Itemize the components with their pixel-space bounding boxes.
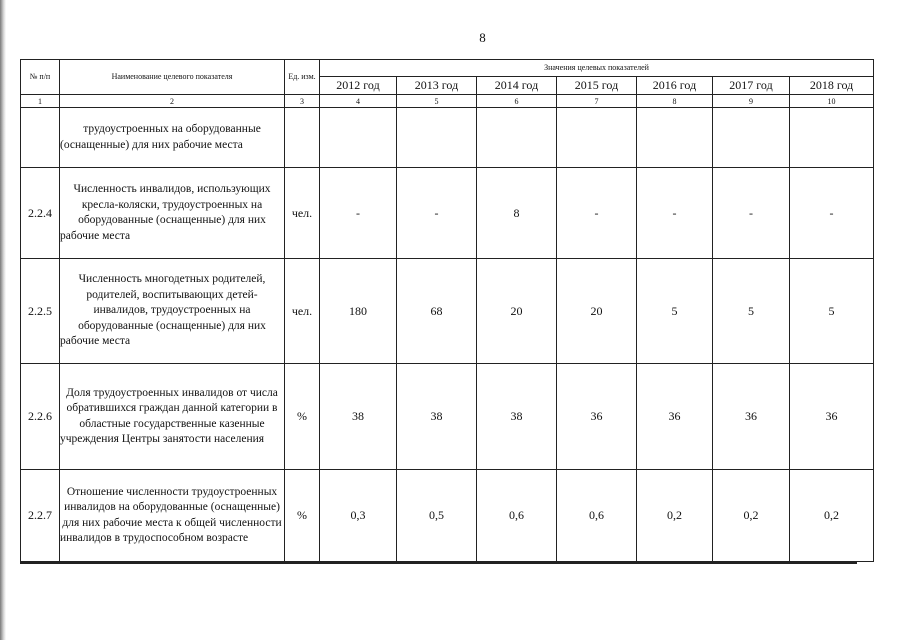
indicator-name: Отношение численности трудоустроенных инвалидов на оборудованные (оснащенные) для них рабочие места к общей численности инвалидов в трудоспособном возрасте [60,470,285,562]
value-cell: 0,5 [397,470,477,562]
table-bottom-border [20,562,857,564]
value-cell: 0,2 [790,470,874,562]
header-num: № п/п [21,60,60,95]
value-cell: 38 [397,364,477,470]
column-index: 6 [477,95,557,108]
value-cell: 0,6 [557,470,637,562]
page-number: 8 [479,30,486,45]
value-cell: 36 [790,364,874,470]
column-index: 10 [790,95,874,108]
value-cell: 180 [320,259,397,364]
value-cell: 36 [557,364,637,470]
unit-cell: % [285,364,320,470]
indicator-name: Численность многодетных родителей, родителей, воспитывающих детей-инвалидов, трудоустроенных на оборудованные (оснащенные) для них рабочие места [60,259,285,364]
value-cell: 36 [713,364,790,470]
unit-cell [285,108,320,168]
row-number: 2.2.4 [21,168,60,259]
value-cell: 20 [477,259,557,364]
unit-cell: чел. [285,168,320,259]
value-cell: - [790,168,874,259]
table-row [21,364,874,470]
header-row [21,60,874,77]
table-row [21,470,874,562]
column-index-row [21,95,874,108]
value-cell: 5 [790,259,874,364]
target-indicators-table [20,59,874,562]
value-cell: 5 [637,259,713,364]
column-index: 9 [713,95,790,108]
value-cell: - [320,168,397,259]
value-cell [477,108,557,168]
column-index: 3 [285,95,320,108]
unit-cell: % [285,470,320,562]
header-unit: Ед. изм. [285,60,320,95]
header-year: 2016 год [637,77,713,95]
value-cell: 0,6 [477,470,557,562]
value-cell: 68 [397,259,477,364]
column-index: 2 [60,95,285,108]
table-row [21,168,874,259]
column-index: 5 [397,95,477,108]
value-cell: - [637,168,713,259]
header-values-group: Значения целевых показателей [320,60,874,77]
value-cell [557,108,637,168]
value-cell: 5 [713,259,790,364]
indicator-name: трудоустроенных на оборудованные (оснащенные) для них рабочие места [60,108,285,168]
value-cell: 8 [477,168,557,259]
header-year: 2018 год [790,77,874,95]
row-number: 2.2.7 [21,470,60,562]
value-cell [637,108,713,168]
value-cell: - [397,168,477,259]
value-cell [320,108,397,168]
header-year: 2014 год [477,77,557,95]
column-index: 7 [557,95,637,108]
value-cell: - [557,168,637,259]
value-cell: 0,2 [637,470,713,562]
column-index: 8 [637,95,713,108]
row-number: 2.2.6 [21,364,60,470]
value-cell: - [713,168,790,259]
value-cell: 0,2 [713,470,790,562]
header-year: 2012 год [320,77,397,95]
value-cell: 38 [477,364,557,470]
row-number: 2.2.5 [21,259,60,364]
value-cell: 36 [637,364,713,470]
table-row [21,259,874,364]
header-year: 2015 год [557,77,637,95]
value-cell [713,108,790,168]
row-number [21,108,60,168]
value-cell: 0,3 [320,470,397,562]
table-row [21,108,874,168]
indicator-name: Доля трудоустроенных инвалидов от числа обратившихся граждан данной категории в областные государственные казенные учреждения Центры занятости населения [60,364,285,470]
value-cell [790,108,874,168]
unit-cell: чел. [285,259,320,364]
value-cell [397,108,477,168]
indicator-name: Численность инвалидов, использующих кресла-коляски, трудоустроенных на оборудованные (оснащенные) для них рабочие места [60,168,285,259]
column-index: 1 [21,95,60,108]
header-year: 2013 год [397,77,477,95]
scan-edge [0,0,6,640]
value-cell: 20 [557,259,637,364]
value-cell: 38 [320,364,397,470]
column-index: 4 [320,95,397,108]
header-name: Наименование целевого показателя [60,60,285,95]
header-year: 2017 год [713,77,790,95]
